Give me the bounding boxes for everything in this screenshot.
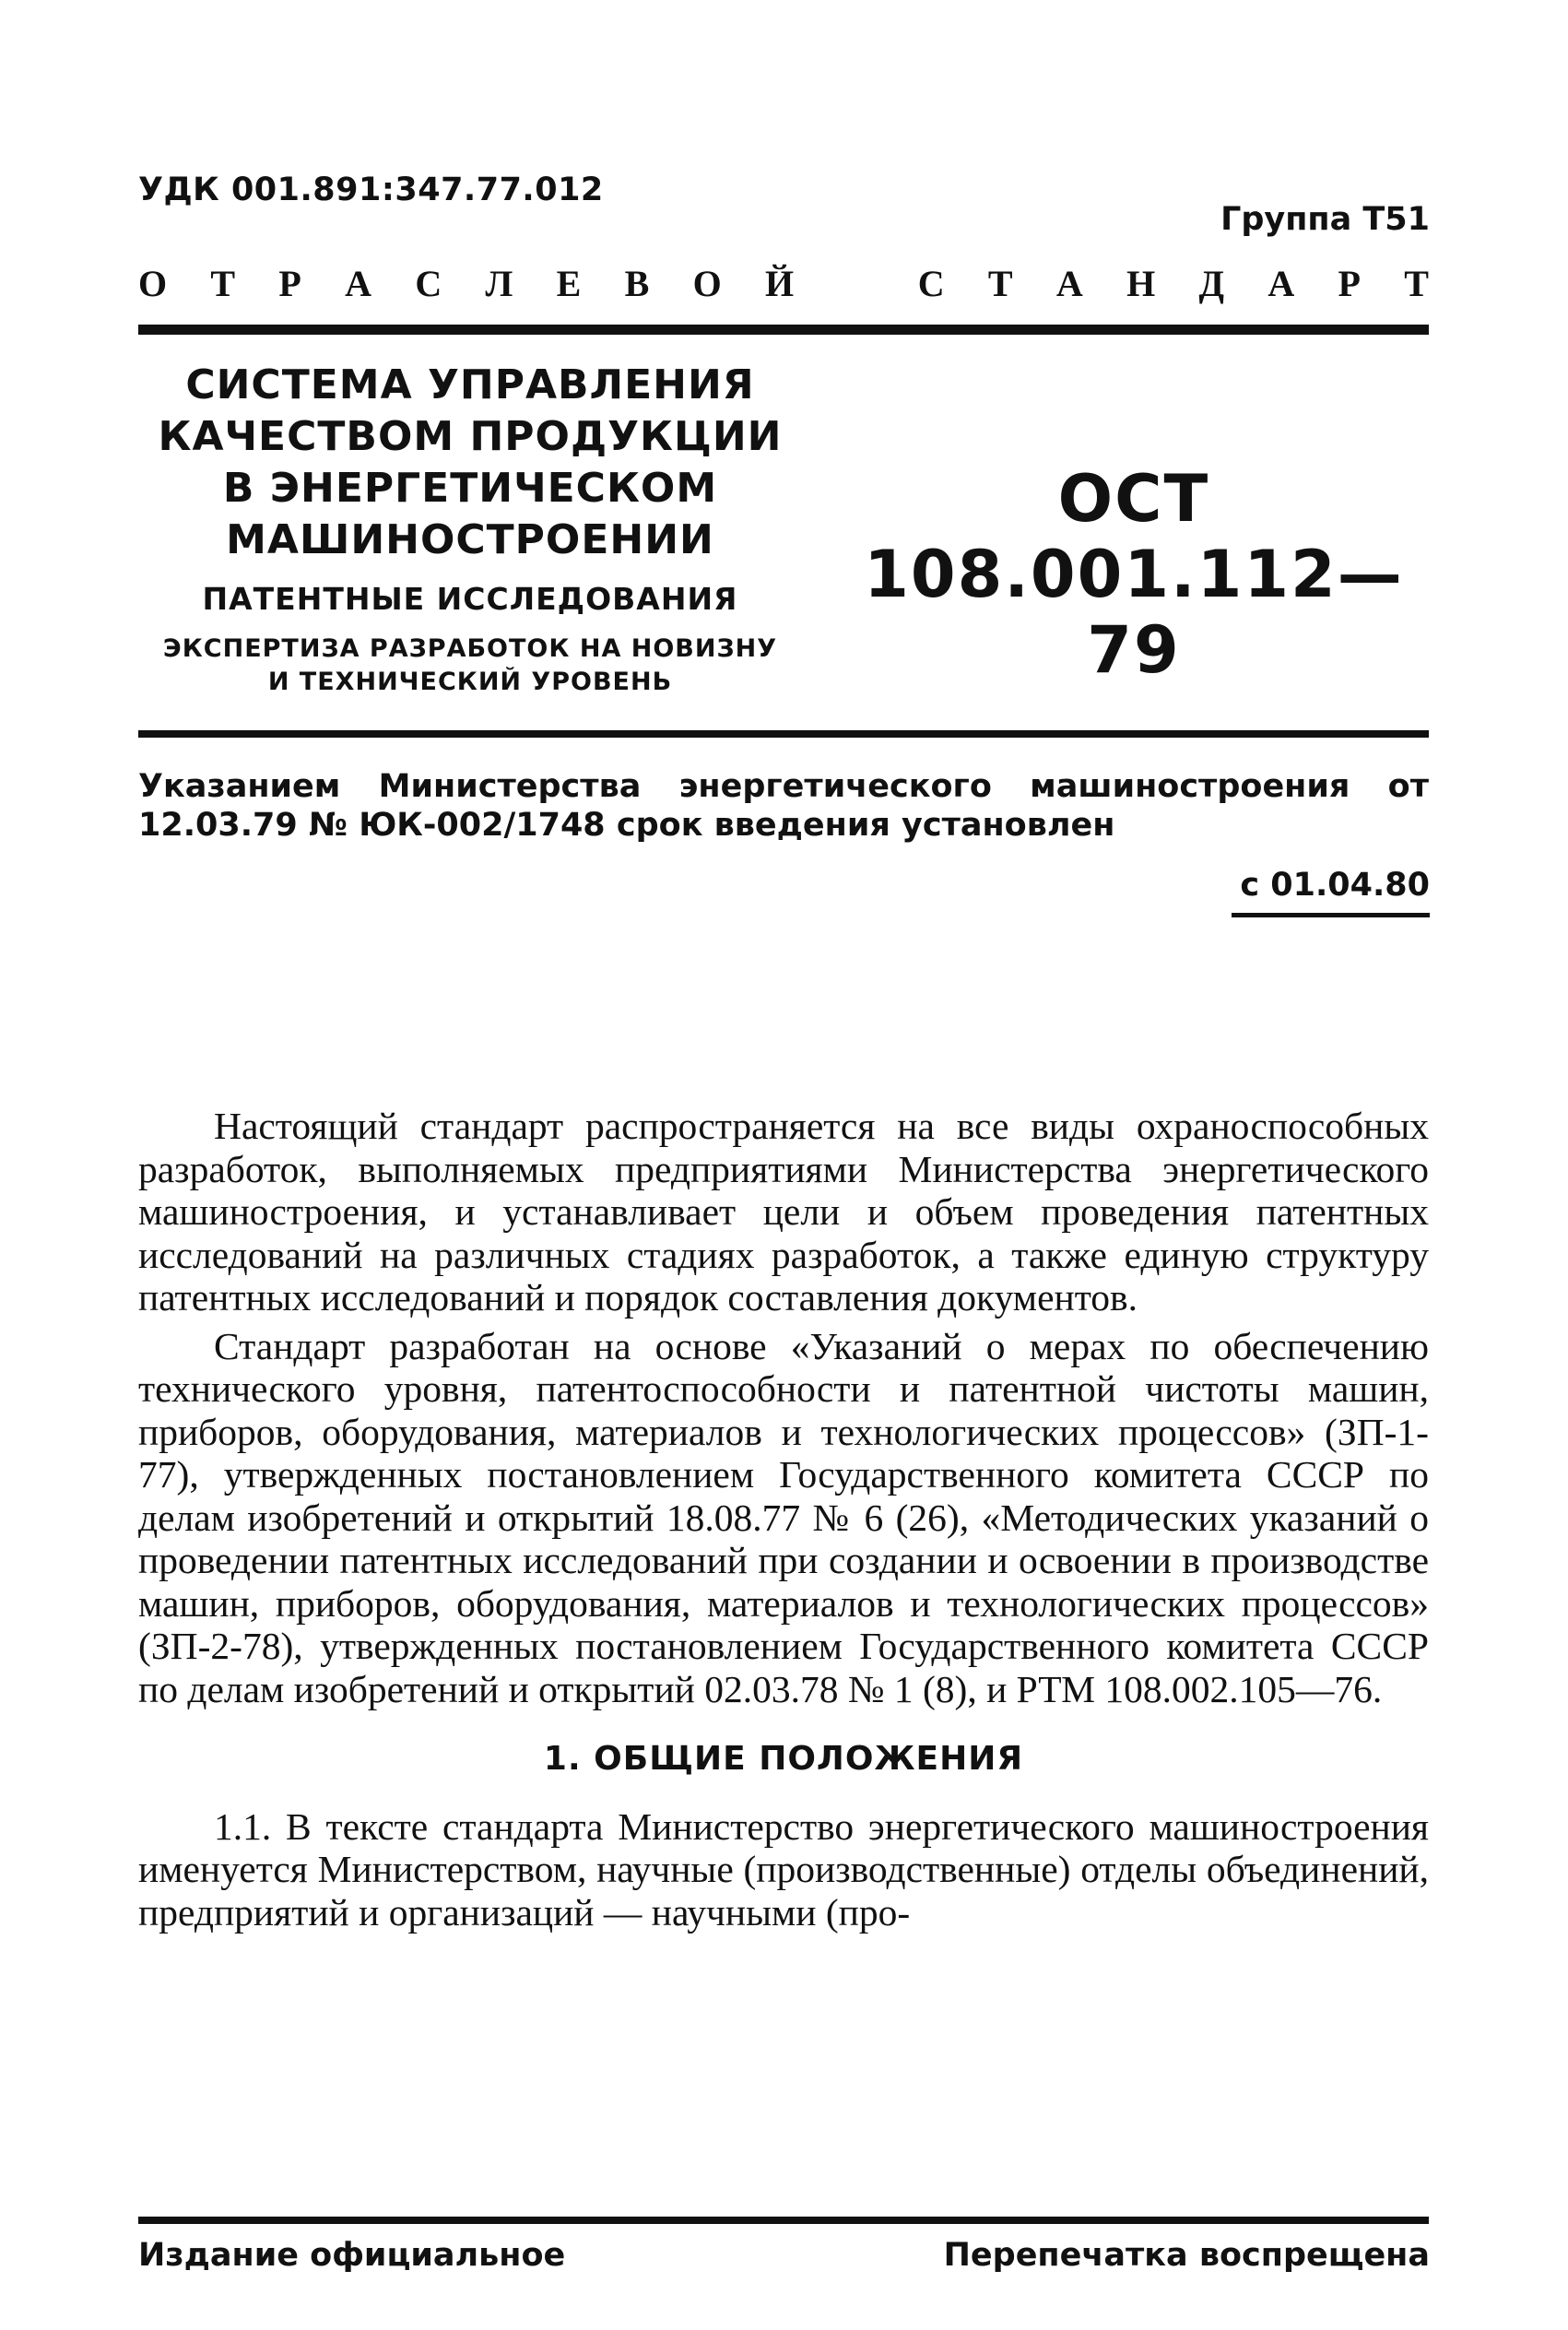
subtitle: ПАТЕНТНЫЕ ИССЛЕДОВАНИЯ	[202, 581, 738, 617]
banner-letter: Д	[1198, 263, 1225, 304]
title-line: В ЭНЕРГЕТИЧЕСКОМ	[222, 465, 718, 512]
footer-rule	[138, 2217, 1429, 2224]
banner-letter: О	[692, 263, 722, 304]
subtitle2-line: И ТЕХНИЧЕСКИЙ УРОВЕНЬ	[267, 668, 673, 696]
banner-letter: А	[345, 263, 372, 304]
banner-gap	[837, 262, 874, 305]
title-rule	[138, 730, 1429, 738]
banner-letter: Т	[210, 263, 236, 304]
title-line: СИСТЕМА УПРАВЛЕНИЯ	[185, 361, 755, 408]
group-code: Группа Т51	[1220, 201, 1430, 238]
banner-letter: Й	[765, 263, 795, 304]
body-text	[138, 1105, 1429, 1939]
industry-standard-banner	[138, 262, 1429, 305]
paragraph: Настоящий стандарт распространяется на все виды охраноспособных разработок, выполняемых предприятиями Министерства энергетического машиностроения, и устанавливает цели и объем проведения патентных исследований на различных стадиях разработок, а также единую структуру патентных исследований и порядок составления документов.	[138, 1105, 1429, 1319]
reprint-prohibited-note: Перепечатка воспрещена	[943, 2237, 1430, 2274]
udk-code: УДК 001.891:347.77.012	[138, 171, 604, 208]
banner-letter: А	[1267, 263, 1295, 304]
banner-letter: Н	[1126, 263, 1156, 304]
header-rule	[138, 325, 1429, 335]
standard-title	[138, 360, 802, 699]
banner-letter: А	[1055, 263, 1083, 304]
banner-letter: С	[415, 263, 442, 304]
title-line: МАШИНОСТРОЕНИИ	[226, 516, 714, 563]
banner-letter: Л	[485, 263, 513, 304]
banner-letter: Т	[1404, 263, 1429, 304]
title-line: КАЧЕСТВОМ ПРОДУКЦИИ	[158, 413, 783, 460]
official-edition-note: Издание официальное	[138, 2237, 566, 2274]
paragraph: Стандарт разработан на основе «Указаний о мерах по обеспечению технического уровня, патентоспособности и патентной чистоты машин, приборов, оборудования, материалов и технологических процессов» (ЗП-1-77), утвержденных постановлением Государственного комитета СССР по делам изобретений и открытий 18.08.77 № 6 (26), «Методических указаний о проведении патентных исследований при создании и освоении в производстве машин, приборов, оборудования, материалов и технологических процессов» (ЗП-2-78), утвержденных постановлением Государственного комитета СССР по делам изобретений и открытий 02.03.78 № 1 (8), и РТМ 108.002.105—76.	[138, 1324, 1429, 1710]
decree-text: Указанием Министерства энергетического машиностроения от 12.03.79 № ЮК-002/1748 срок введения установлен	[138, 768, 1429, 844]
banner-letter: О	[138, 263, 168, 304]
banner-letter: Е	[556, 263, 582, 304]
banner-letter: В	[624, 263, 650, 304]
banner-letter: Т	[987, 263, 1013, 304]
banner-letter: Р	[1338, 263, 1361, 304]
subtitle2-line: ЭКСПЕРТИЗА РАЗРАБОТОК НА НОВИЗНУ	[162, 634, 778, 663]
clause: 1.1. В тексте стандарта Министерство энергетического машиностроения именуется Министерством, научные (производственные) отделы объединений, предприятий и организаций — научными (про-	[138, 1804, 1429, 1934]
banner-letter: Р	[278, 263, 301, 304]
banner-letter: С	[917, 263, 945, 304]
effective-date-rule	[1232, 913, 1430, 917]
section-heading: 1. ОБЩИЕ ПОЛОЖЕНИЯ	[543, 1740, 1024, 1778]
effective-date: с 01.04.80	[1240, 867, 1430, 904]
standard-number: ОСТ 108.001.112—79	[864, 461, 1404, 688]
